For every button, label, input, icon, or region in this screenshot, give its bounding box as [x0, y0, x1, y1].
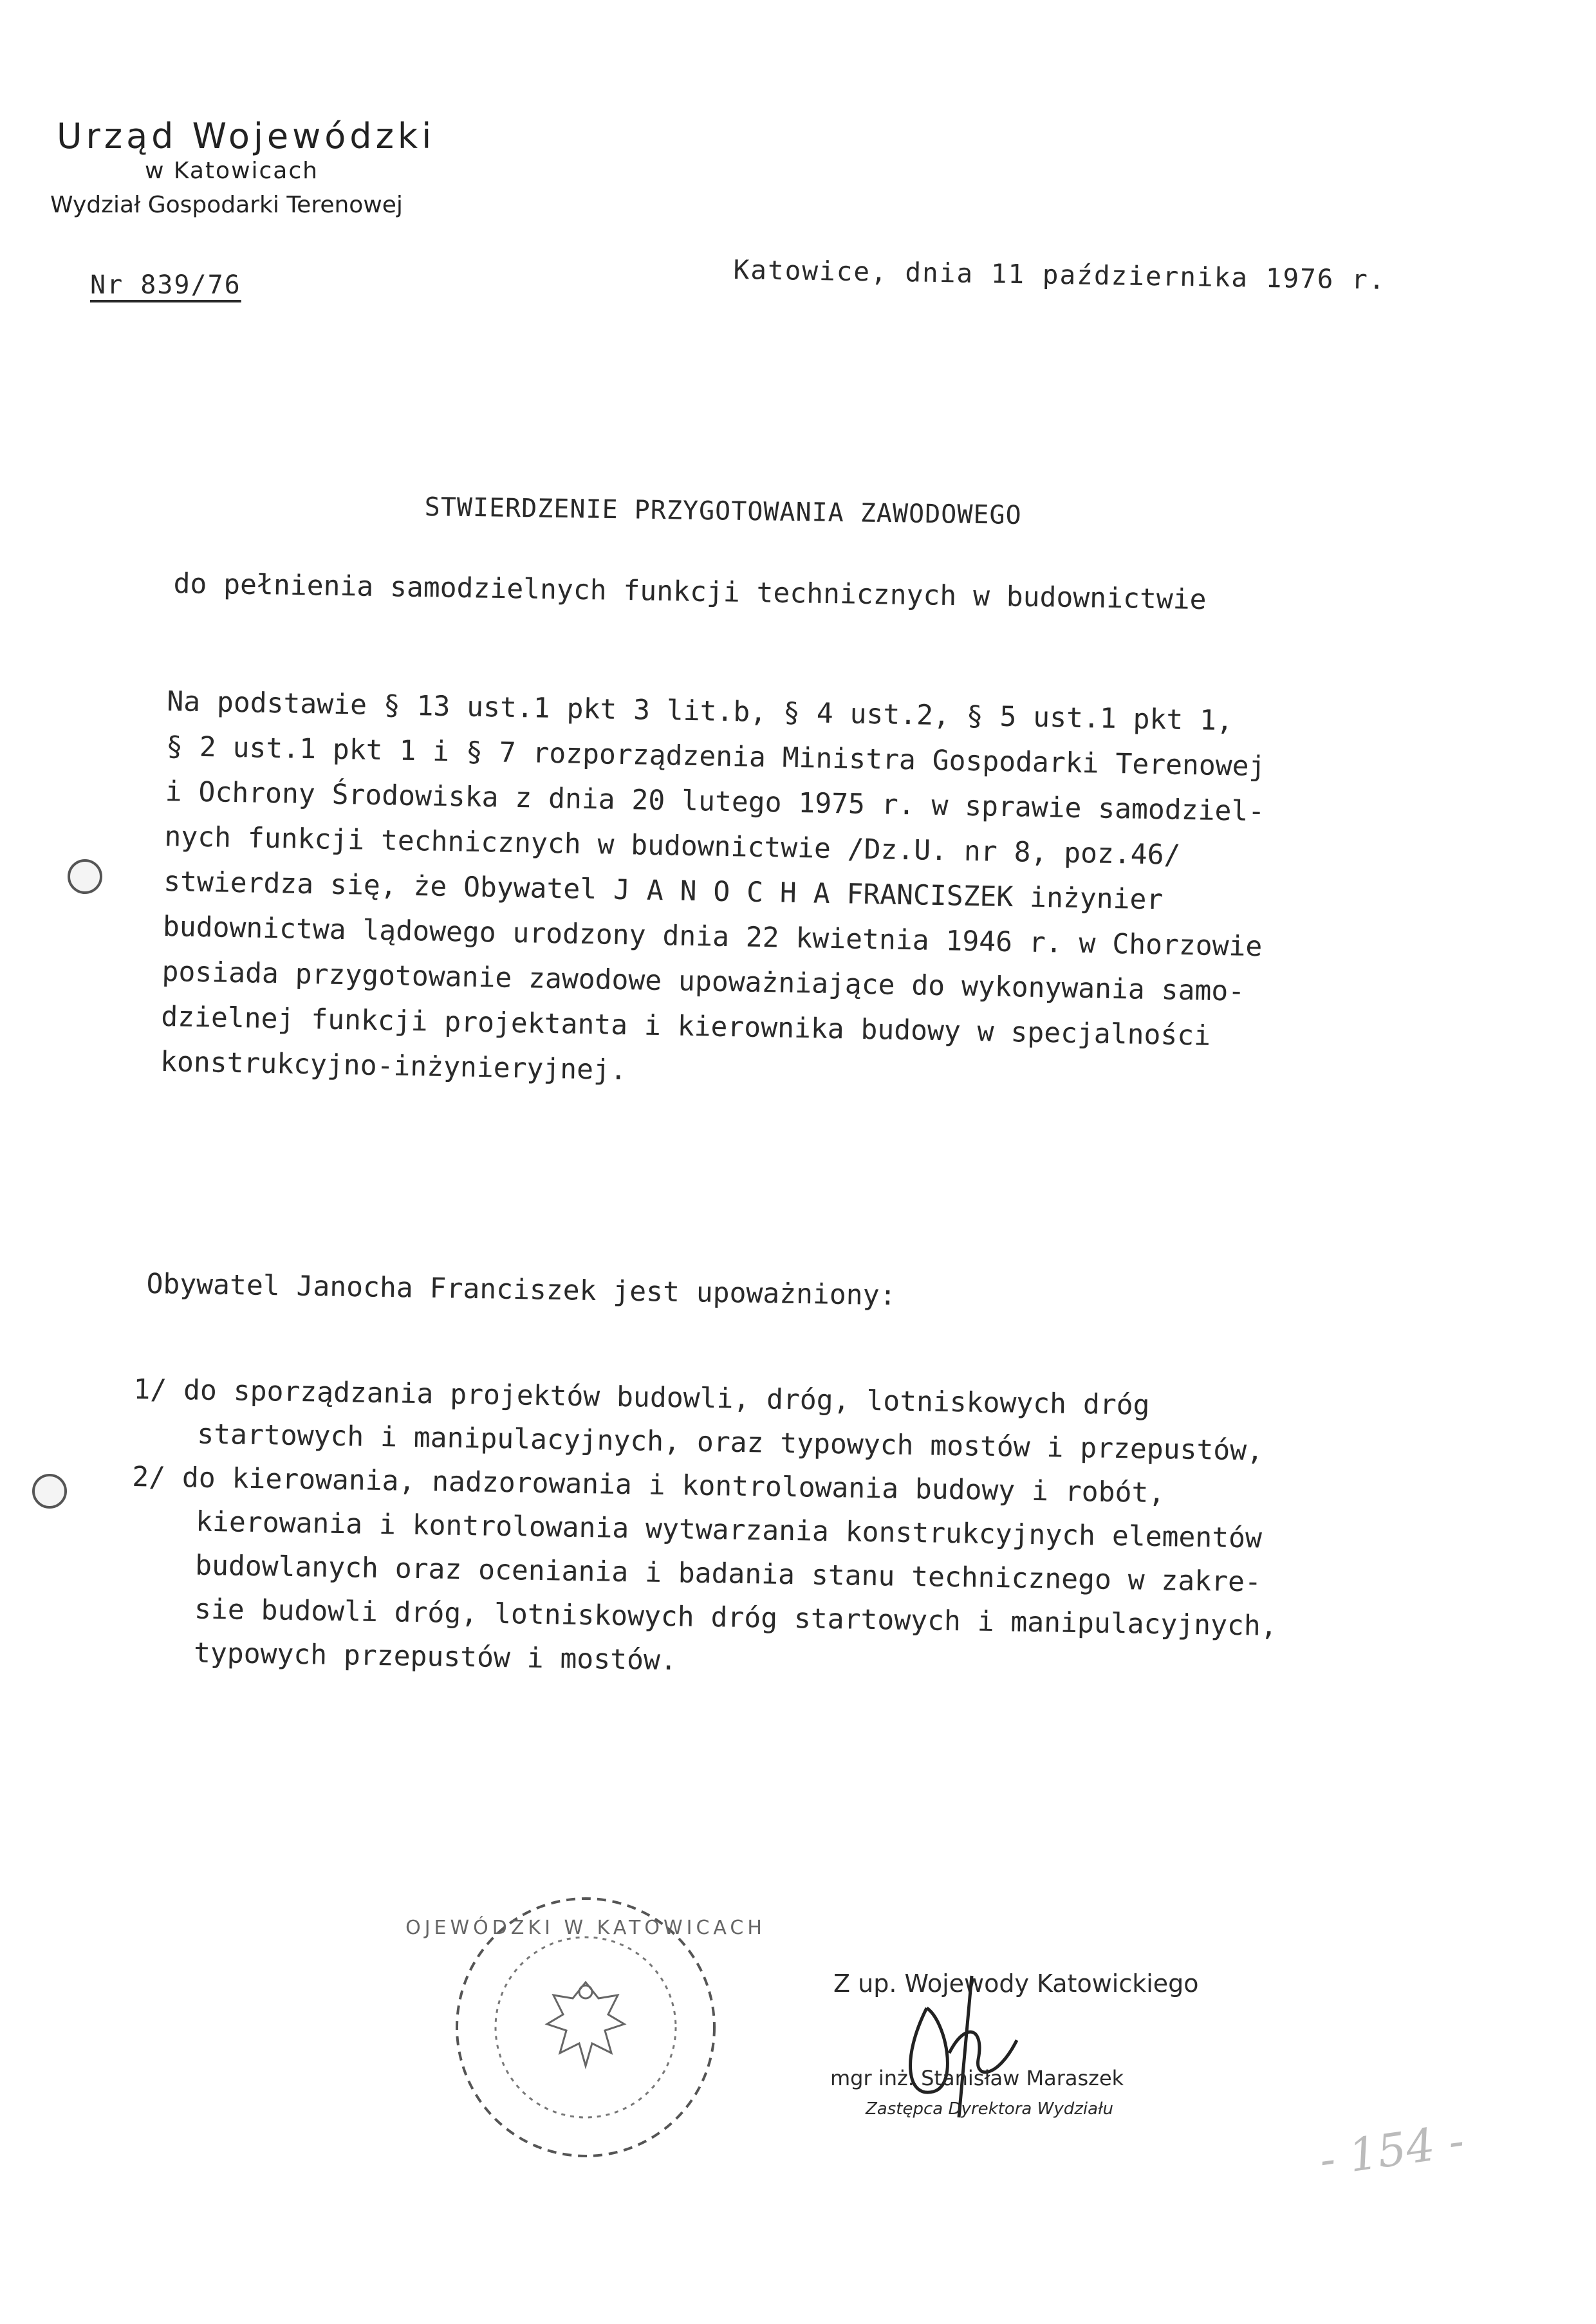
office-name: Urząd Wojewódzki [57, 116, 436, 156]
list-item-line: budowlanych oraz oceniania i badania stanu technicznego w zakre- [194, 1549, 1262, 1599]
list-item-number: 1/ [133, 1373, 167, 1406]
list-item-line: sie budowli dróg, lotniskowych dróg startowych i manipulacyjnych, [194, 1593, 1278, 1642]
body-line: dzielnej funkcji projektanta i kierownika budowy w specjalności [160, 1000, 1211, 1052]
list-item-line: startowych i manipulacyjnych, oraz typowych mostów i przepustów, [196, 1418, 1264, 1467]
body-paragraph [160, 679, 1486, 1108]
signatory-position: Zastępca Dyrektora Wydziału [866, 2099, 1113, 2119]
list-item-line: do kierowania, nadzorowania i kontrolowania budowy i robót, [181, 1462, 1165, 1510]
page-number: - 154 - [1316, 2114, 1468, 2187]
signatory-name: mgr inż. Stanisław Maraszek [830, 2066, 1124, 2090]
authorization-list [129, 1368, 1517, 1696]
office-city: w Katowicach [145, 158, 319, 184]
body-line: Na podstawie § 13 ust.1 pkt 3 lit.b, § 4 ust.2, § 5 ust.1 pkt 1, [166, 685, 1234, 738]
place-date: Katowice, dnia 11 października 1976 r. [733, 254, 1386, 295]
body-line: konstrukcyjno-inżynieryjnej. [160, 1045, 627, 1087]
document-title: STWIERDZENIE PRZYGOTOWANIA ZAWODOWEGO [424, 492, 1022, 530]
body-line: posiada przygotowanie zawodowe upoważniające do wykonywania samo- [162, 955, 1245, 1008]
body-line: nych funkcji technicznych w budownictwie /Dz.U. nr 8, poz.46/ [164, 820, 1181, 871]
signature-authority: Z up. Wojewody Katowickiego [833, 1969, 1199, 1998]
body-line: i Ochrony Środowiska z dnia 20 lutego 1975 r. w sprawie samodziel- [165, 775, 1265, 828]
department-name: Wydział Gospodarki Terenowej [50, 192, 403, 218]
official-seal [405, 1886, 766, 2169]
list-item-line: kierowania i kontrolowania wytwarzania konstrukcyjnych elementów [195, 1505, 1263, 1555]
eagle-emblem-icon [547, 1982, 624, 2066]
list-item-number: 2/ [131, 1460, 166, 1494]
list-item-line: do sporządzania projektów budowli, dróg, lotniskowych dróg [183, 1374, 1150, 1422]
list-item-line: typowych przepustów i mostów. [193, 1637, 678, 1677]
body-line: § 2 ust.1 pkt 1 i § 7 rozporządzenia Ministra Gospodarki Terenowej [165, 730, 1266, 783]
document-subtitle: do pełnienia samodzielnych funkcji technicznych w budownictwie [173, 568, 1207, 617]
body-line: budownictwa lądowego urodzony dnia 22 kwietnia 1946 r. w Chorzowie [162, 910, 1263, 963]
svg-text:OJEWÓDZKI W KATOWICACH: OJEWÓDZKI W KATOWICACH [405, 1917, 766, 1939]
document-number: Nr 839/76 [90, 270, 241, 300]
punch-hole [68, 859, 102, 894]
authorization-statement: Obywatel Janocha Franciszek jest upoważniony: [146, 1268, 896, 1312]
body-line: stwierdza się, że Obywatel J A N O C H A FRANCISZEK inżynier [163, 865, 1164, 916]
punch-hole [32, 1474, 67, 1509]
